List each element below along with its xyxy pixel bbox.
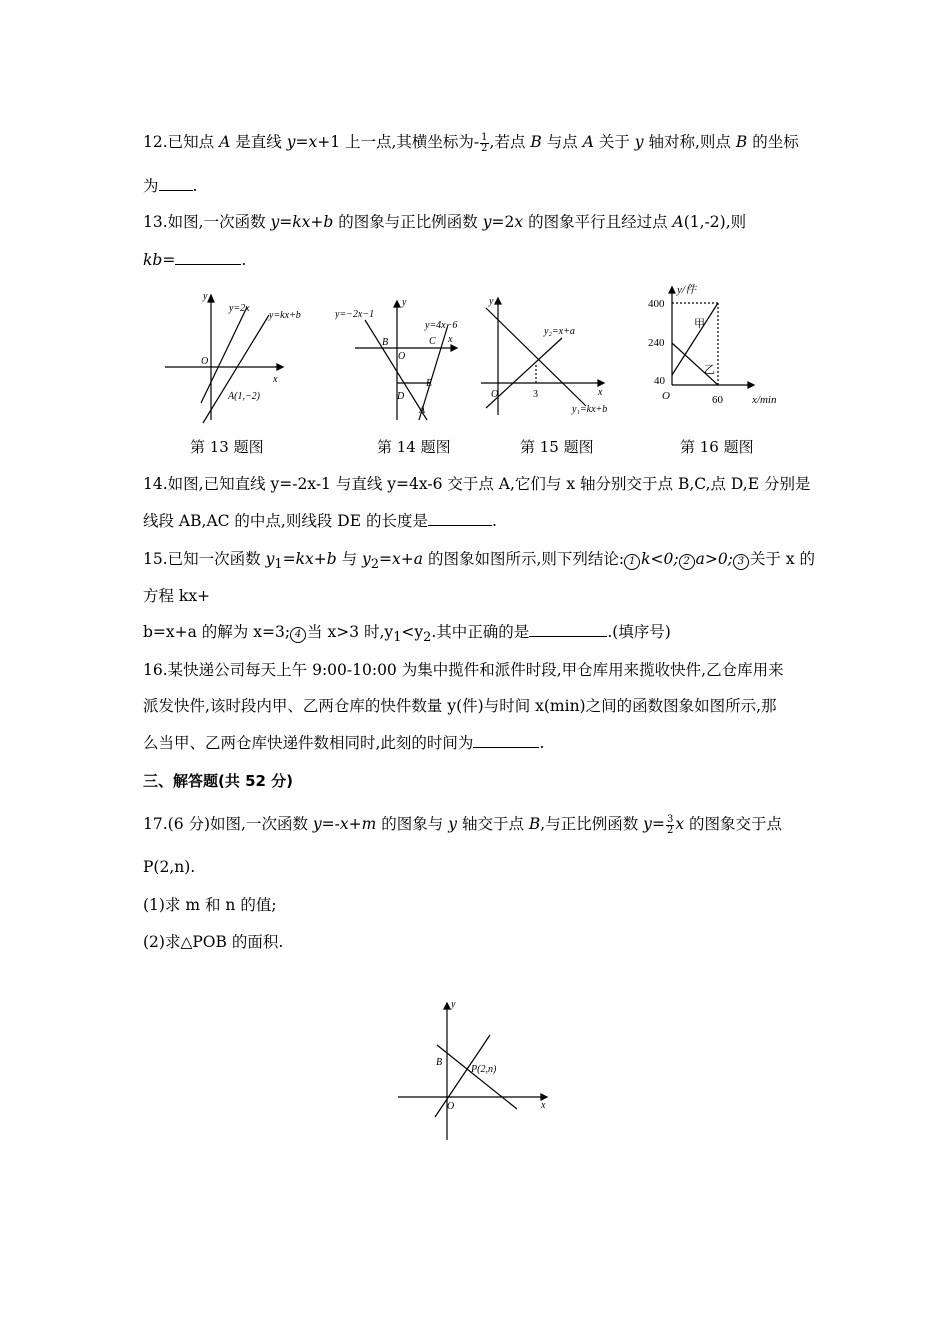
y-axis-arrow [495,298,501,304]
caption-16: 第 16 题图 [680,438,754,456]
circled-3: 3 [733,554,749,570]
origin-label: O [662,390,670,402]
line-label-1: y=−2x−1 [335,309,375,320]
q13-line2: kb= . [143,251,247,269]
point-a-label: A(1,−2) [228,391,261,402]
x-label: x [541,1100,546,1111]
q15-line1: 15.已知一次函数 $y_1=kx+b$ 与 $y_2=x+a$ 的图象如图所示,则下列结论: 1 k<0; 2 a>0; 3 关于 x 的 [143,550,816,573]
figure-17 [395,995,565,1145]
q17-line2: P(2,n). [143,858,196,876]
q15-line3: b=x+a 的解为 x=3; 4 当 x>3 时$,y_1<y_2$.其中正确的是 .(填序号) [143,623,671,646]
point-c-label: C [429,336,436,347]
circled-4: 4 [290,627,306,643]
q17-part1: (1)求 m 和 n 的值; [143,896,277,914]
line-label-y1: y₁=kx+b [572,404,608,415]
answer-blank[interactable] [529,622,607,637]
fraction-three-halves: $\frac{3}{2}$ [666,813,674,836]
line-proportional [435,1035,490,1117]
caption-13: 第 13 题图 [190,438,264,456]
y-label: y/件 [677,284,696,296]
label-yi: 乙 [704,364,715,376]
figure-16 [640,283,790,413]
origin-label: O [201,356,209,367]
fraction-half: $\frac{1}{2}$ [481,131,488,154]
x-label: x/min [752,394,777,406]
y-label: y [402,297,407,308]
q17-part2: (2)求△POB 的面积. [143,933,284,951]
origin-label: O [447,1101,455,1112]
figure-14 [335,295,475,425]
origin-label: O [398,351,406,362]
q14-line2: 线段 AB,AC 的中点,则线段 DE 的长度是 . [143,512,497,530]
caption-15: 第 15 题图 [520,438,594,456]
point-b-label: B [382,337,389,348]
point-p-label: P(2,n) [471,1064,497,1075]
circled-2: 2 [679,554,695,570]
q16-line2: 派发快件,该时段内甲、乙两仓库的快件数量 y(件)与时间 x(min)之间的函数图象如图所示,那 [143,697,777,715]
figure-13 [165,285,315,425]
x-axis-arrow [748,382,754,388]
y-label: y [451,999,456,1010]
q13-line1: 13.如图,一次函数 y=kx+b 的图象与正比例函数 y=2x 的图象平行且经过点 A(1,-2),则 [143,213,747,231]
line-label-2: y=4x−6 [425,320,458,331]
tick-40: 40 [654,375,665,387]
origin-label: O [491,389,499,400]
q15-line2: 方程 kx+ [143,587,211,605]
line-y-neg2x-1 [365,320,427,420]
point-b-label: B [436,1057,443,1068]
x-axis-arrow [598,380,604,386]
line-label-kxb: y=kx+b [269,310,301,321]
answer-blank[interactable] [159,176,193,191]
x-axis-arrow [277,364,283,370]
q16-line1: 16.某快递公司每天上午 9:00-10:00 为集中揽件和派件时段,甲仓库用来揽收快件,乙仓库用来 [143,661,784,679]
q14-line1: 14.如图,已知直线 y=-2x-1 与直线 y=4x-6 交于点 A,它们与 x 轴分别交于点 B,C,点 D,E 分别是 [143,475,811,493]
caption-14: 第 14 题图 [377,438,451,456]
x-label: x [598,387,603,398]
answer-blank[interactable] [428,511,492,526]
line-label-y2x: y=2x [229,303,250,314]
point-e-label: E [426,378,433,389]
tick-240: 240 [648,337,665,349]
tick-60: 60 [712,394,723,406]
tick-400: 400 [648,298,665,310]
y-axis-arrow [444,1003,450,1009]
label-jia: 甲 [694,318,705,330]
figure-15 [478,290,618,420]
q17-line1: 17.(6 分)如图,一次函数 y=-x+m 的图象与 y 轴交于点 B,与正比例函数 y= $\frac{3}{2}$ x 的图象交于点 [143,813,783,836]
answer-blank[interactable] [473,733,539,748]
y-label: y [203,291,208,302]
tick-3: 3 [533,389,538,400]
y-label: y [489,296,494,307]
x-label: x [273,374,278,385]
point-d-label: D [397,391,405,402]
section-heading: 三、解答题(共 52 分) [143,772,294,790]
answer-blank[interactable] [175,250,241,265]
line-label-y2: y₂=x+a [544,326,575,337]
y-axis-arrow [208,295,214,302]
point-a-label: A [419,405,426,416]
x-axis-arrow [451,345,457,351]
y-axis-arrow [669,287,675,293]
circled-1: 1 [624,554,640,570]
q12-line2: 为 . [143,177,198,195]
x-label: x [448,334,453,345]
q12-line1: 12.已知点 A 是直线 y=x+1 上一点,其横坐标为- $\frac{1}{2}$ ,若点 B 与点 A 关于 y 轴对称,则点 B 的坐标 [143,131,799,154]
y-axis-arrow [394,301,400,307]
q16-line3: 么当甲、乙两仓库快递件数相同时,此刻的时间为 . [143,734,545,752]
